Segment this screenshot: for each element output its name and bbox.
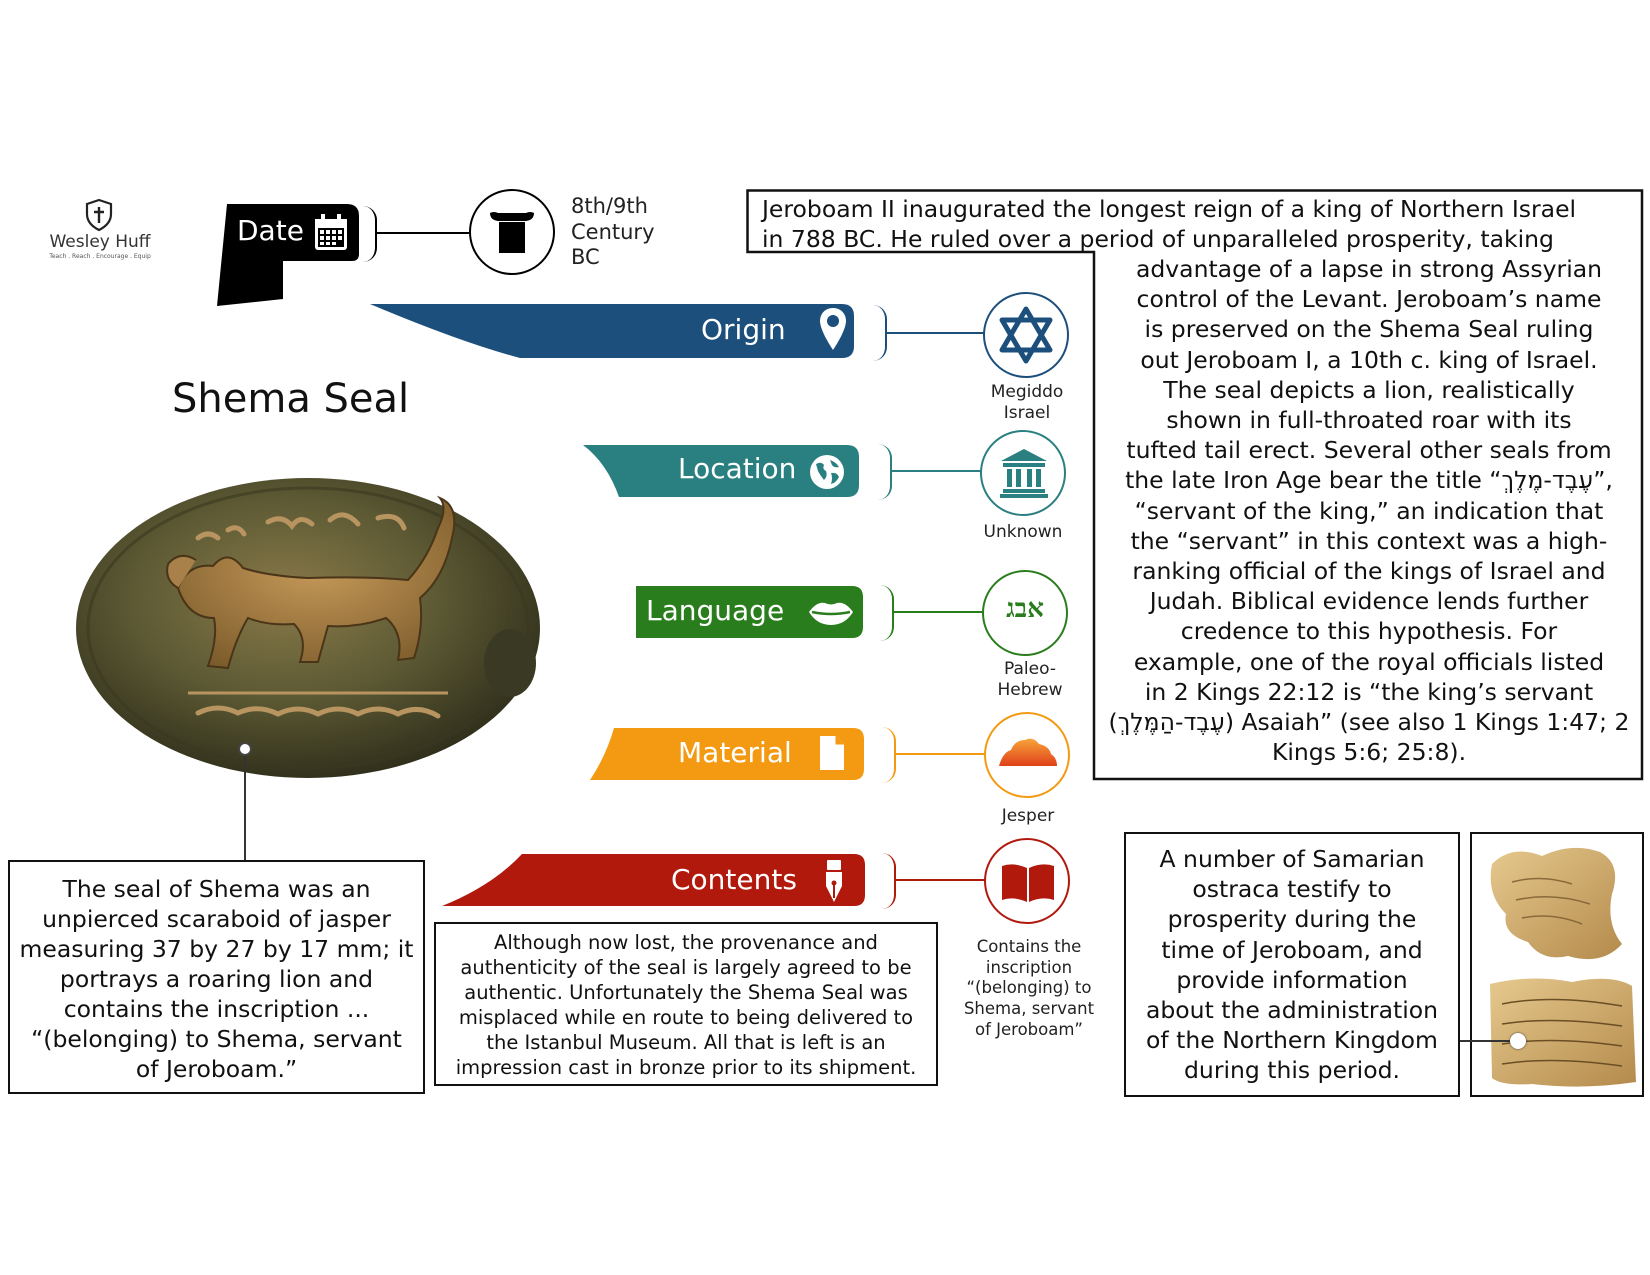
language-value: Paleo- Hebrew — [997, 659, 1063, 701]
contents-banner — [442, 852, 866, 908]
origin-label: Origin — [701, 313, 786, 346]
contents-circle — [984, 838, 1070, 924]
main-text-top: Jeroboam II inaugurated the longest reign of a king of Northern Israel in 788 BC. He ruled over a period of unparalleled prosperity, taking — [762, 195, 1577, 253]
shema-seal-image — [68, 468, 548, 788]
pen-nib-icon — [822, 858, 846, 904]
ostraca-pointer — [1510, 1033, 1526, 1049]
date-circle — [469, 189, 555, 275]
contents-label: Contents — [671, 863, 797, 896]
shield-cross-icon — [84, 198, 114, 232]
paleo-hebrew-letters-icon: אבג — [1006, 594, 1044, 624]
contents-value: Contains the inscription “(belonging) to Shema, servant of Jeroboam” — [963, 937, 1095, 1039]
origin-value: Megiddo Israel — [990, 382, 1064, 424]
date-tag — [217, 204, 362, 306]
open-book-icon — [1000, 860, 1056, 904]
ostraca-caption-box: A number of Samarian ostraca testify to prosperity during the time of Jeroboam, and provide information about the administration of the Northern Kingdom during this period. — [1124, 832, 1460, 1097]
main-text-body: advantage of a lapse in strong Assyrian control of the Levant. Jeroboam’s name is preserved on the Shema Seal ruling out Jeroboam I, a 10th c. king of Israel. The seal depicts a lion, realistically shown in full-throated roar with its tufted tail erect. Several other seals from the late Iron Age bear the title “עֶבֶד-מֶלֶךְ”, “servant of the king,” an indication that the “servant” in this context was a high- ranking official of the kings of Israel and Judah. Biblical evidence lends further credence to this hypothesis. For example, one of the royal officials listed in 2 Kings 22:12 is “the king’s servant (עֶבֶד-הַמֶּלֶךְ) Asaiah” (see also 1 Kings 1:47; 2 Kings 5:6; 25:8). — [1108, 255, 1630, 767]
provenance-caption-box: Although now lost, the provenance and authenticity of the seal is largely agreed to be authentic. Unfortunately the Shema Seal was misplaced while en route to being delivered to the Istanbul Museum. All that is left is an impression cast in bronze prior to its shipment. — [434, 922, 938, 1086]
brand-tagline: Teach . Reach . Encourage . Equip — [49, 253, 151, 260]
brand-name: Wesley Huff — [49, 232, 151, 252]
material-label: Material — [678, 736, 792, 769]
seal-caption-box: The seal of Shema was an unpierced scaraboid of jasper measuring 37 by 27 by 17 mm; it portrays a roaring lion and contains the inscription ... “(belonging) to Shema, servant of Jeroboam.” — [8, 860, 425, 1094]
location-value: Unknown — [983, 522, 1063, 542]
material-value: Jesper — [1001, 806, 1055, 826]
page-title: Shema Seal — [172, 376, 410, 422]
ostraca-image-box — [1470, 832, 1644, 1097]
column-capital-icon — [490, 211, 534, 253]
brand-logo — [40, 198, 160, 260]
ostraca-image — [1472, 834, 1642, 1094]
calendar-icon — [313, 214, 349, 252]
language-label: Language — [646, 594, 785, 627]
seal-pointer — [238, 742, 252, 756]
location-label: Location — [678, 452, 797, 485]
date-label: Date — [237, 214, 304, 247]
date-value: 8th/9th Century BC — [571, 194, 655, 270]
